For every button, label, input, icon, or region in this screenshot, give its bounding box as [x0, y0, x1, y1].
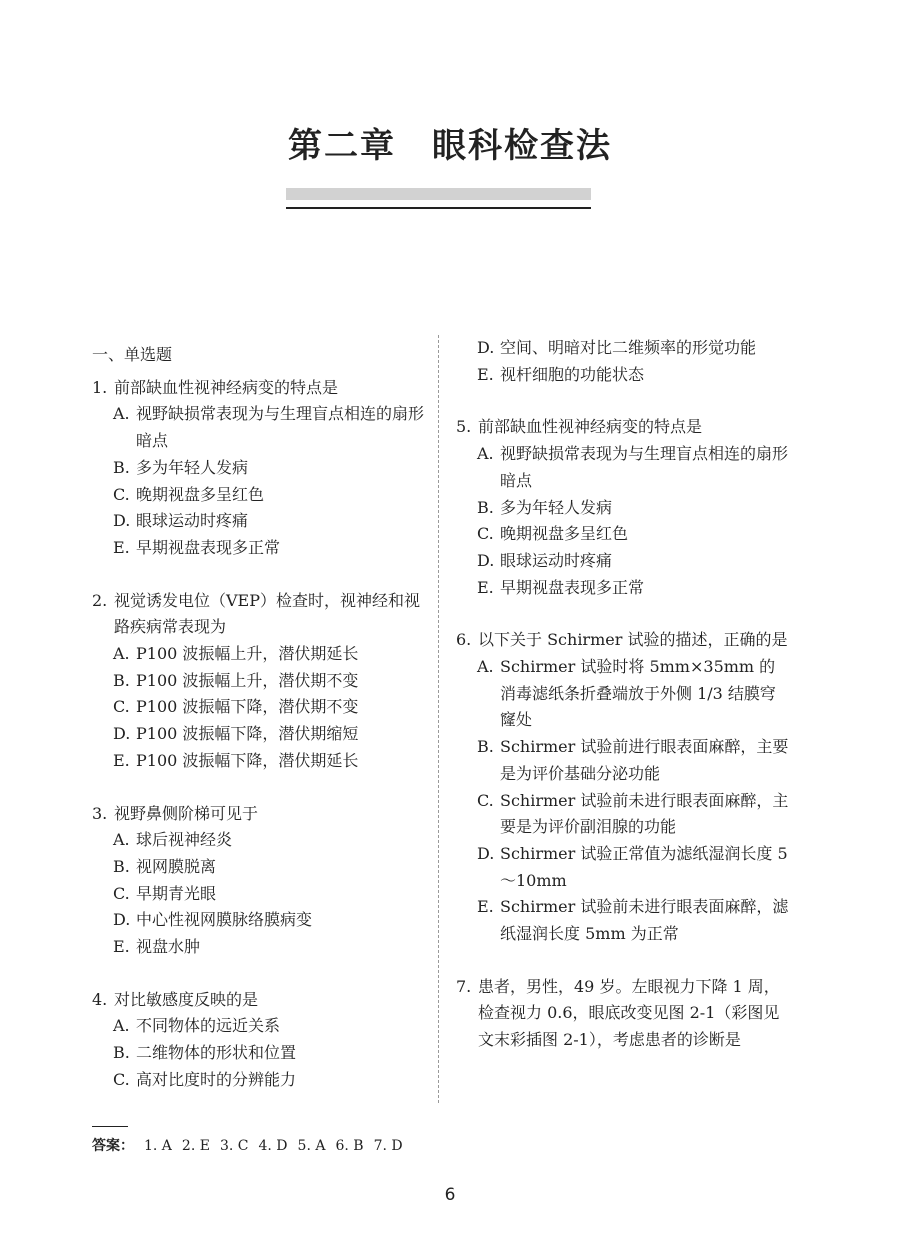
question-stem — [456, 627, 791, 654]
option-text: 球后视神经炎 — [136, 830, 233, 850]
option-letter: E. — [113, 937, 130, 957]
option-letter: A. — [113, 830, 130, 850]
option-text: 晚期视盘多呈红色 — [136, 484, 265, 504]
option-text: P100 波振幅下降，潜伏期延长 — [136, 750, 359, 770]
option — [456, 441, 791, 494]
option-letter: C. — [477, 524, 494, 544]
option-text: P100 波振幅下降，潜伏期缩短 — [136, 724, 359, 744]
option — [92, 1013, 427, 1040]
answer-item: 4. D — [258, 1138, 288, 1154]
option — [92, 641, 427, 668]
answer-item: 5. A — [297, 1138, 326, 1154]
option — [92, 1067, 427, 1094]
option-letter: E. — [477, 897, 494, 917]
page-number: 6 — [444, 1185, 456, 1205]
option-letter: C. — [113, 484, 130, 504]
option-letter: A. — [113, 644, 130, 664]
answer-label: 答案： — [92, 1138, 134, 1154]
question-stem — [92, 375, 427, 402]
option-letter: D. — [477, 338, 495, 357]
footnote-rule — [92, 1126, 128, 1127]
right-question-list — [456, 414, 791, 1053]
option-letter: E. — [113, 537, 130, 557]
option-text: Schirmer 试验前未进行眼表面麻醉，滤纸湿润长度 5mm 为正常 — [500, 897, 789, 944]
right-column — [456, 335, 791, 1080]
option — [456, 575, 791, 602]
question-text: 前部缺血性视神经病变的特点是 — [114, 377, 339, 397]
option — [92, 827, 427, 854]
option — [92, 508, 427, 535]
option-text: 高对比度时的分辨能力 — [136, 1069, 297, 1089]
option-letter: B. — [113, 856, 130, 876]
question-stem — [456, 414, 791, 441]
option — [456, 894, 791, 947]
option-text: 多为年轻人发病 — [500, 497, 613, 517]
option — [92, 482, 427, 509]
chapter-title: 第二章 眼科检查法 — [288, 126, 612, 166]
question-item — [92, 375, 427, 562]
option — [92, 881, 427, 908]
option-text: 视网膜脱离 — [136, 856, 217, 876]
option — [456, 841, 791, 894]
option — [92, 854, 427, 881]
option — [456, 654, 791, 734]
option-letter: C. — [113, 1069, 130, 1089]
option — [92, 907, 427, 934]
option-text: 眼球运动时疼痛 — [136, 511, 249, 531]
answer-list — [144, 1138, 413, 1154]
answer-key — [92, 1136, 413, 1156]
option-text: 二维物体的形状和位置 — [136, 1043, 297, 1063]
option-letter: B. — [477, 497, 494, 517]
option — [92, 668, 427, 695]
title-rule-thin — [286, 207, 591, 209]
option-letter: C. — [113, 883, 130, 903]
question-number: 1. — [92, 377, 108, 397]
question-number: 7. — [456, 976, 472, 996]
question-item — [456, 974, 791, 1054]
option-letter: D. — [477, 550, 495, 570]
question-item — [92, 588, 427, 775]
option-text: 中心性视网膜脉络膜病变 — [136, 910, 313, 930]
option — [92, 401, 427, 454]
question-text: 视觉诱发电位（VEP）检查时，视神经和视路疾病常表现为 — [114, 590, 421, 637]
section-heading: 一、单选题 — [92, 345, 173, 364]
option-letter: C. — [113, 697, 130, 717]
continued-options — [456, 335, 791, 388]
option-text: 视野缺损常表现为与生理盲点相连的扇形暗点 — [500, 444, 789, 490]
question-text: 对比敏感度反映的是 — [114, 989, 259, 1009]
option-letter: E. — [113, 750, 130, 770]
question-number: 6. — [456, 630, 472, 650]
option-letter: B. — [113, 457, 130, 477]
option — [92, 455, 427, 482]
option — [92, 748, 427, 775]
option-text: Schirmer 试验前未进行眼表面麻醉，主要是为评价副泪腺的功能 — [500, 790, 789, 837]
option-text: 视盘水肿 — [136, 937, 201, 957]
option-text: P100 波振幅下降，潜伏期不变 — [136, 697, 359, 717]
option-text: 不同物体的远近关系 — [136, 1016, 281, 1036]
question-text: 患者，男性，49 岁。左眼视力下降 1 周，检查视力 0.6，眼底改变见图 2-1（彩图见文末彩插图 2-1），考虑患者的诊断是 — [478, 976, 780, 1050]
option-letter: C. — [477, 790, 494, 810]
answer-item: 7. D — [373, 1138, 403, 1154]
answer-item: 2. E — [181, 1138, 210, 1154]
option-text: 早期视盘表现多正常 — [500, 577, 645, 597]
option-text: 视野缺损常表现为与生理盲点相连的扇形暗点 — [136, 404, 425, 451]
question-stem — [92, 588, 427, 641]
option-letter: D. — [113, 511, 131, 531]
option-letter: B. — [477, 737, 494, 757]
option-text: Schirmer 试验时将 5mm×35mm 的消毒滤纸条折叠端放于外侧 1/3 结膜穹窿处 — [500, 657, 776, 730]
option — [456, 548, 791, 575]
option — [456, 734, 791, 787]
question-item — [456, 627, 791, 947]
option-letter: A. — [113, 404, 130, 424]
question-item — [92, 987, 427, 1094]
question-number: 2. — [92, 590, 108, 610]
question-number: 3. — [92, 803, 108, 823]
question-stem — [456, 974, 791, 1054]
answer-item: 3. C — [219, 1138, 249, 1154]
column-divider — [438, 335, 439, 1103]
answer-item: 1. A — [144, 1138, 172, 1154]
option-letter: A. — [477, 444, 494, 464]
option-letter: D. — [477, 843, 495, 863]
title-rule-thick — [286, 188, 591, 200]
option — [92, 535, 427, 562]
option-text: Schirmer 试验正常值为滤纸湿润长度 5～10mm — [500, 843, 788, 890]
question-item — [92, 801, 427, 961]
option-letter: A. — [477, 657, 494, 677]
question-item — [456, 414, 791, 601]
left-question-list — [92, 375, 427, 1094]
question-number: 5. — [456, 417, 472, 437]
left-column — [92, 342, 427, 1120]
option-letter: E. — [477, 577, 494, 597]
option-text: 早期视盘表现多正常 — [136, 537, 281, 557]
option-text: 眼球运动时疼痛 — [500, 550, 613, 570]
answer-item: 6. B — [335, 1138, 364, 1154]
option-letter: B. — [113, 670, 130, 690]
option — [456, 335, 791, 362]
option-text: P100 波振幅上升，潜伏期延长 — [136, 644, 359, 664]
option — [92, 721, 427, 748]
option-letter: D. — [113, 724, 131, 744]
option-letter: D. — [113, 910, 131, 930]
option — [456, 788, 791, 841]
option-text: 空间、明暗对比二维频率的形觉功能 — [500, 338, 757, 357]
question-number: 4. — [92, 989, 108, 1009]
question-stem — [92, 987, 427, 1014]
option-text: P100 波振幅上升，潜伏期不变 — [136, 670, 359, 690]
option-text: 视杆细胞的功能状态 — [500, 364, 645, 384]
option-letter: B. — [113, 1043, 130, 1063]
option — [92, 694, 427, 721]
option — [456, 521, 791, 548]
option-letter: A. — [113, 1016, 130, 1036]
option-text: 晚期视盘多呈红色 — [500, 524, 629, 544]
option — [456, 362, 791, 389]
option-text: 多为年轻人发病 — [136, 457, 249, 477]
option-letter: E. — [477, 364, 494, 384]
question-stem — [92, 801, 427, 828]
option — [92, 1040, 427, 1067]
option-text: 早期青光眼 — [136, 883, 217, 903]
option-text: Schirmer 试验前进行眼表面麻醉，主要是为评价基础分泌功能 — [500, 737, 789, 783]
question-text: 前部缺血性视神经病变的特点是 — [478, 417, 703, 437]
question-text: 以下关于 Schirmer 试验的描述，正确的是 — [478, 630, 788, 650]
option — [92, 934, 427, 961]
option — [456, 495, 791, 522]
question-text: 视野鼻侧阶梯可见于 — [114, 803, 259, 823]
